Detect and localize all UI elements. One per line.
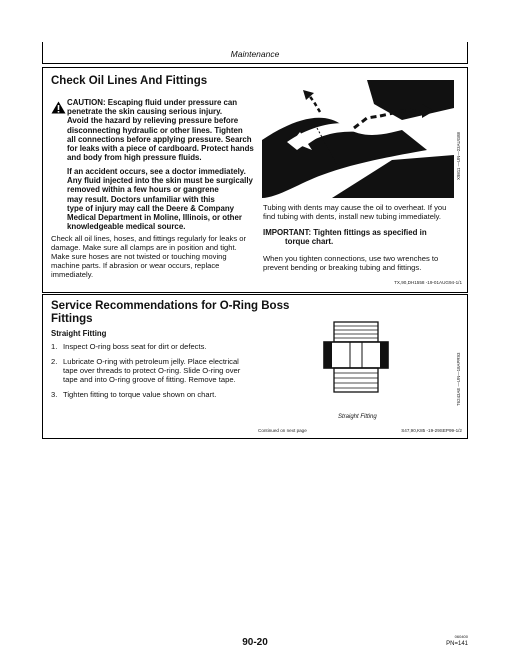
- section2-ref-code: S47,90,K85 -19-29SEP99-1/2: [401, 428, 462, 433]
- important-text: IMPORTANT: Tighten fittings as specified in torque chart.: [263, 228, 427, 247]
- header-section: Maintenance: [230, 49, 280, 59]
- leak-check-illustration: [262, 80, 454, 198]
- tubing-text: Tubing with dents may cause the oil to overheat. If you find tubing with dents, install new tubing immediately.: [263, 203, 447, 222]
- caution-text: CAUTION: Escaping fluid under pressure can penetrate the skin causing serious injury. Avoid the hazard by relieving pressure before disconnecting hydraulic or other lines. Tighten all connections before applying pressure. Search for leaks with a piece of cardboard. Protect hands and body from high pressure fluids.: [67, 98, 254, 163]
- step-2: 2. Lubricate O-ring with petroleum jelly. Place electrical tape over threads to protect O-ring. Slide O-ring over tape and into O-ring groove of fitting. Remove tape.: [51, 357, 241, 385]
- straight-fitting-subheading: Straight Fitting: [51, 329, 107, 338]
- check-lines-text: Check all oil lines, hoses, and fittings regularly for leaks or damage. Make sure all clamps are in position and tight. Make sure hoses are not twisted or touching moving machine parts. If abrasion or wear occurs, replace immediately.: [51, 234, 246, 280]
- accident-text: If an accident occurs, see a doctor immediately. Any fluid injected into the skin must be surgically removed within a few hours or gangrene may result. Doctors unfamiliar with this type of injury may call the Deere & Company Medical Department in Moline, Illinois, or other knowledgeable medical source.: [67, 167, 253, 232]
- continued-note: Continued on next page: [258, 428, 307, 433]
- footer-small-code: 060400: [454, 634, 468, 639]
- steps-list: [51, 342, 276, 399]
- section2-title: Service Recommendations for O-Ring Boss Fittings: [51, 300, 290, 325]
- step-1: 1. Inspect O-ring boss seat for dirt or defects.: [51, 342, 207, 351]
- section2-image-id: T6243AE —UN—18APR93: [456, 352, 461, 406]
- straight-fitting-illustration: [320, 320, 392, 396]
- page-number: 90-20: [242, 637, 268, 648]
- wrench-text: When you tighten connections, use two wrenches to prevent bending or breaking tubing and fittings.: [263, 254, 439, 273]
- header-bottom-rule: [42, 63, 468, 64]
- section1-title: Check Oil Lines And Fittings: [51, 75, 208, 87]
- straight-fitting-caption: Straight Fitting: [338, 414, 377, 420]
- footer-pn: PN=141: [446, 641, 468, 647]
- section1-image-id: X9811 —UN—23AUG88: [456, 132, 461, 180]
- warning-triangle-icon: [51, 101, 66, 114]
- step-3: 3. Tighten fitting to torque value shown on chart.: [51, 390, 217, 400]
- section1-ref-code: TX,90,DH1558 -19-01AUG94-1/1: [394, 280, 462, 285]
